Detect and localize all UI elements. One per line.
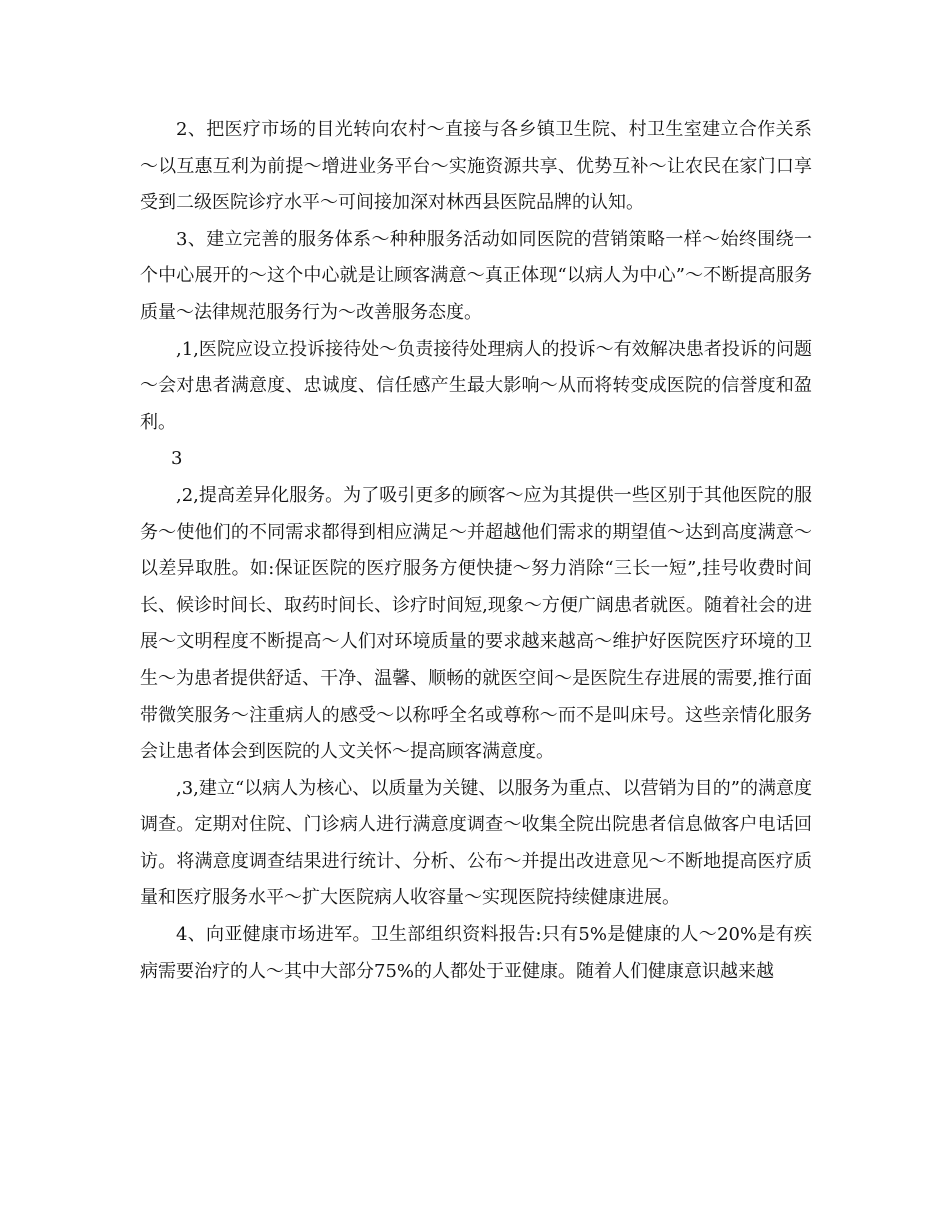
paragraph-rural-market: 2、把医疗市场的目光转向农村～直接与各乡镇卫生院、村卫生室建立合作关系～以互惠互利为前提～增进业务平台～实施资源共享、优势互补～让农民在家门口享受到二级医院诊疗水平～可间接加深对林西县医院品牌的认知。 (140, 119, 812, 214)
paragraph-complaint-office: ,1,医院应设立投诉接待处～负责接待处理病人的投诉～有效解决患者投诉的问题～会对患者满意度、忠诚度、信任感产生最大影响～从而将转变成医院的信誉度和盈利。 (140, 338, 812, 433)
paragraph-service-system: 3、建立完善的服务体系～种种服务活动如同医院的营销策略一样～始终围绕一个中心展开的～这个中心就是让顾客满意～真正体现“以病人为中心”～不断提高服务质量～法律规范服务行为～改善服务态度。 (140, 228, 812, 323)
document-body (140, 112, 812, 990)
paragraph-satisfaction-survey: ,3,建立“以病人为核心、以质量为关键、以服务为重点、以营销为目的”的满意度调查。定期对住院、门诊病人进行满意度调查～收集全院出院患者信息做客户电话回访。将满意度调查结果进行统计、分析、公布～并提出改进意见～不断地提高医疗质量和医疗服务水平～扩大医院病人收容量～实现医院持续健康进展。 (140, 777, 812, 909)
paragraph-subhealth-market: 4、向亚健康市场进军。卫生部组织资料报告:只有5%是健康的人～20%是有疾病需要治疗的人～其中大部分75%的人都处于亚健康。随着人们健康意识越来越 (140, 924, 812, 982)
paragraph-differentiated-service: ,2,提高差异化服务。为了吸引更多的顾客～应为其提供一些区别于其他医院的服务～使他们的不同需求都得到相应满足～并超越他们需求的期望值～达到高度满意～以差异取胜。如:保证医院的医疗服务方便快捷～努力消除“三长一短”,挂号收费时间长、候诊时间长、取药时间长、诊疗时间短,现象～方便广阔患者就医。随着社会的进展～文明程度不断提高～人们对环境质量的要求越来越高～维护好医院医疗环境的卫生～为患者提供舒适、干净、温馨、顺畅的就医空间～是医院生存进展的需要,推行面带微笑服务～注重病人的感受～以称呼全名或尊称～而不是叫床号。这些亲情化服务会让患者体会到医院的人文关怀～提高顾客满意度。 (140, 484, 812, 763)
page-number: 3 (171, 448, 183, 470)
